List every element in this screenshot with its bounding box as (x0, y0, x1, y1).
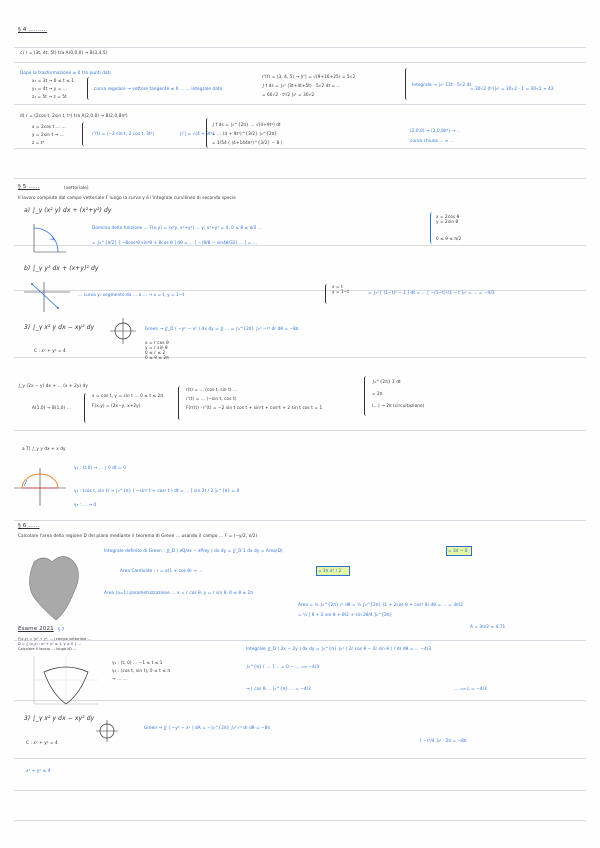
derivation: ∫ f ds = ∫₀^{2π} ... √(4+9t⁴) dt (212, 122, 281, 127)
blue-note: ... curva γ: segmento da ... a ... → x = t, y = 1−t (78, 292, 185, 297)
result: = 3π − 8 (448, 548, 468, 553)
exercise-curve: C : x² + y² = 4 (34, 348, 66, 353)
ruled-line (14, 178, 586, 179)
blue-note: |r'| = √(4 + 9t⁴) (180, 131, 215, 136)
intro-text: Calcolare l'area della regione D del piano mediante il teorema di Green ... usando il campo ... F = (−y/2, x/2) (18, 533, 258, 538)
problem-text: D = { (x,y) : x² + y² ≤ 1, y ≥ 0 } ... (18, 642, 82, 646)
brace (405, 68, 410, 100)
ruled-line (14, 245, 586, 246)
blue-step: Area (a=1) parametrizzazione ... x = r cos θ, y = r sin θ, 0 ≤ θ ≤ 2π (104, 590, 253, 595)
result: = 30√2 (t²)|₀¹ = 30√2 · 1 = 30√2 ≈ 42 (470, 86, 554, 91)
tag: § 7 (58, 627, 65, 632)
ruled-line (14, 357, 586, 358)
circle-figure (110, 318, 136, 344)
param-eq: y₁ = 4t → y = ... (32, 86, 68, 91)
blue-step: γ₃ : ... → 0 (74, 502, 97, 507)
param-eq: x = t y = 1−t (332, 284, 350, 294)
param-eq: y = 2sin t → ... (32, 132, 65, 137)
blue-derivation: = ∫₀^{π/2} [ −8cos²θ sin²θ + 8cos θ ] dθ = ... [ −(θ/8 − sin4θ/32) ... ] = ... (92, 240, 258, 245)
param-eq: → ... ... (112, 676, 128, 681)
graph-figure (30, 652, 100, 708)
param-eq: γ₂ : (cos t, sin t), 0 ≤ t ≤ π (112, 668, 170, 673)
exercise-line-integral: ∫_γ (2x − y) dx + ... (x + 2y) dy (18, 383, 88, 388)
exercise-b: b) ∫_γ y² dx + (x+y)² dy (24, 265, 99, 272)
brace (82, 122, 87, 146)
blue-step: ∫₀^{π} [ ... ] ... = 0 − ... ⟹ −4/3 (246, 664, 320, 669)
result: ... ⟹ L = −4/3 (454, 686, 487, 691)
param-eq: 0 ≤ r ≤ 2 0 ≤ θ ≤ 2π (145, 350, 169, 360)
blue-step: γ₂ : (cos t, sin t) → ∫₀^{π} ( −sin² t + cos² t ) dt = ... [ sin 2t / 2 ]₀^{π} = 0 (74, 488, 240, 493)
exercise-3: 3) ∫_γ x² y dx − xy² dy (24, 715, 95, 722)
region-figure (22, 548, 90, 624)
blue-step: = ½ [ θ + 2 sin θ + θ/2 + sin 2θ/4 ]₀^{2π} (298, 612, 393, 617)
param-eq: z₁ = 5t → z = 5t (32, 94, 67, 99)
param-eq: x = 2cos t ... ... (32, 124, 66, 129)
section-heading: Esame 2021 (18, 626, 54, 632)
param-eq: x₁ = 3t → 0 ≤ t ≤ 1 (32, 78, 75, 83)
exercise-3: 3) ∫_γ x² y dx − xy² dy (24, 324, 95, 331)
exercise-curve: C : x² + y² = 4 (26, 740, 58, 745)
ruled-line (14, 520, 586, 521)
blue-note: Dominio della funzione ... F(x,y) = (x²y, x²+y²) ... γ: x²+y² = 4, 0 ≤ θ ≤ π/2 ... (92, 225, 263, 230)
ruled-line (14, 790, 586, 791)
param-eq: x = 2cos θ y = 2sin θ (436, 214, 460, 224)
brace (430, 212, 435, 244)
blue-note: r'(t) = (−2 sin t, 2 cos t, 3t²) (92, 131, 155, 136)
blue-step: Area = ½ ∫₀^{2π} r² dθ = ½ ∫₀^{2π} (1 + 2cos θ + cos² θ) dθ = ... = 3π/2 (298, 602, 463, 607)
blue-note: Dopo la trasformazione ≥ 0 tra punti dati (20, 70, 111, 75)
brace (325, 284, 330, 304)
problem-text: F(x,y) = (x² + y², ...) campo vettoriale ... (18, 637, 92, 641)
param-eq: x = r cos θ y = r sin θ (145, 340, 169, 350)
ruled-line (14, 290, 586, 291)
ruled-line (14, 62, 586, 63)
ruled-line (14, 758, 586, 759)
intro-text: Il lavoro compiuto dal campo vettoriale F lungo la curva γ è l'integrale curvilineo di seconda specie (18, 195, 236, 200)
ruled-line (14, 640, 586, 641)
result-step: ∫₀^{2π} 1 dt (372, 379, 401, 384)
segment-figure (22, 280, 72, 314)
exercise-a: a) ∫_γ (x² y) dx + (x²+y²) dy (24, 207, 112, 214)
blue-step: → [ cos θ ... ]₀^{π} ... = −4/3 (246, 686, 311, 691)
ruled-line (14, 820, 586, 821)
brace (206, 118, 211, 148)
section-heading: § 4 .......... (18, 27, 48, 33)
section-heading: § 5 ...... (18, 184, 40, 190)
blue-note: Integrale → ∫₀¹ 12t · 5√2 dt (412, 82, 472, 87)
heading-note: (vettoriale) (64, 185, 89, 190)
param-eq: z = t³ (32, 140, 45, 145)
ruled-line (14, 430, 586, 431)
ruled-line (14, 104, 586, 105)
param-eq: F(x,y) = (2x−y, x+2y) (92, 403, 141, 408)
result: = 3π a² / 2 (318, 568, 342, 573)
derivation: ∫ f ds = ∫₀¹ (3t+4t+5t) · 5√2 dt = ... (262, 83, 341, 88)
blue-note: curva regolare → vettore tangente ≠ 0 ... ... integrale dato (94, 86, 223, 91)
param-eq: 0 ≤ θ ≤ π/2 (436, 236, 462, 241)
section-heading: § 6 ...... (18, 523, 40, 529)
blue-derivation: = ∫₀¹ [ (1−t)² − 1 ] dt = ... [ −(1−t)³/3 − t ]₀¹ = ... = −4/3 (368, 290, 495, 295)
blue-derivation: Green → ∬_D ( −y² − x² ) dx dy = ∬ ... = ∫₀^{2π} ∫₀² −r³ dr dθ = −8π (145, 326, 299, 331)
brace (364, 376, 369, 416)
derivation: F(r(t)) · r'(t) = −2 sin t cos t + sin²t + cos²t + 2 sin t cos t = 1 (186, 405, 323, 410)
exercise-sub: A(1,0) → B(1,0) ... (32, 405, 71, 410)
result-step: = 2π (372, 391, 383, 396)
quarter-circle-figure (30, 222, 68, 256)
ruled-line (14, 148, 586, 149)
param-eq: γ₁ : (t, 0) ... −1 ≤ t ≤ 1 (112, 660, 163, 665)
semicircle-path-figure (14, 468, 66, 506)
param-eq: x = cos t, y = sin t ... 0 ≤ t ≤ 2π (92, 393, 163, 398)
blue-step: Integrale ∬_D ( 2x − 2y ) dx dy = ∫₀^{π} ∫₀¹ ( 2r cos θ − 2r sin θ ) r dr dθ = ... −4/3 (246, 646, 432, 651)
result: [ −r⁴/4 ]₀² · 2π = −8π (420, 738, 467, 743)
derivation: = ... (4 + 9t⁴)^{3/2} |₀^{2π} (212, 131, 278, 136)
blue-step: Area Cardioide : r = a(1 + cos θ) → ... (120, 568, 203, 573)
derivation: r'(t) = ... (−sin t, cos t) (186, 396, 237, 401)
blue-note: x² + y² ≤ 4 (26, 768, 51, 773)
derivation: = 60√2 · t²/2 |₀¹ = 30√2 (262, 92, 315, 97)
circle-figure (96, 720, 118, 742)
problem-text: Calcolare il lavoro ... lungo ∂D ... (18, 647, 77, 651)
brace (84, 393, 89, 423)
brace (178, 386, 183, 420)
exercise-a-t: a T) ∫_γ y dx + x dy (22, 446, 66, 451)
ruled-line (14, 47, 586, 48)
blue-step: Green → ∬ ( −y² − x² ) dA = −∫₀^{2π} ∫₀² r³ dr dθ = −8π (144, 725, 271, 730)
brace (87, 77, 92, 100)
result: A = 3π/2 ≈ 4.71 (470, 624, 506, 629)
blue-note: (2,0,0) → (2,0,8π³) → ... (410, 128, 461, 133)
result-step: (...) → 2π (circuitazione) (372, 403, 425, 408)
blue-note: curva chiusa ... ≈ ... (410, 138, 455, 143)
exercise-d: d) r = (2cos t, 2sin t, t³) tra A(2,0,0) → B(2,0,8π³) (20, 113, 128, 118)
exercise-c: c) r = (3t, 4t, 5t) tra A(0,0,0) → B(3,4,5) (20, 50, 108, 55)
derivation: r(t) = ... (cos t, sin t) ... (186, 387, 238, 392)
blue-step: γ₁ : (t,0) → ... ∫ 0 dt = 0 (74, 465, 126, 470)
blue-step: Integrale definito di Green : ∬_D ( ∂Q/∂x − ∂P/∂y ) dx dy = ∬_D 1 dx dy = Area(D) (104, 548, 283, 553)
derivation: r'(t) = (3, 4, 5) → |r'| = √(9+16+25) = 5√2 (262, 74, 356, 79)
derivation: = 1/54 ( (4+144π⁴)^{3/2} − 8 ) (212, 140, 283, 145)
